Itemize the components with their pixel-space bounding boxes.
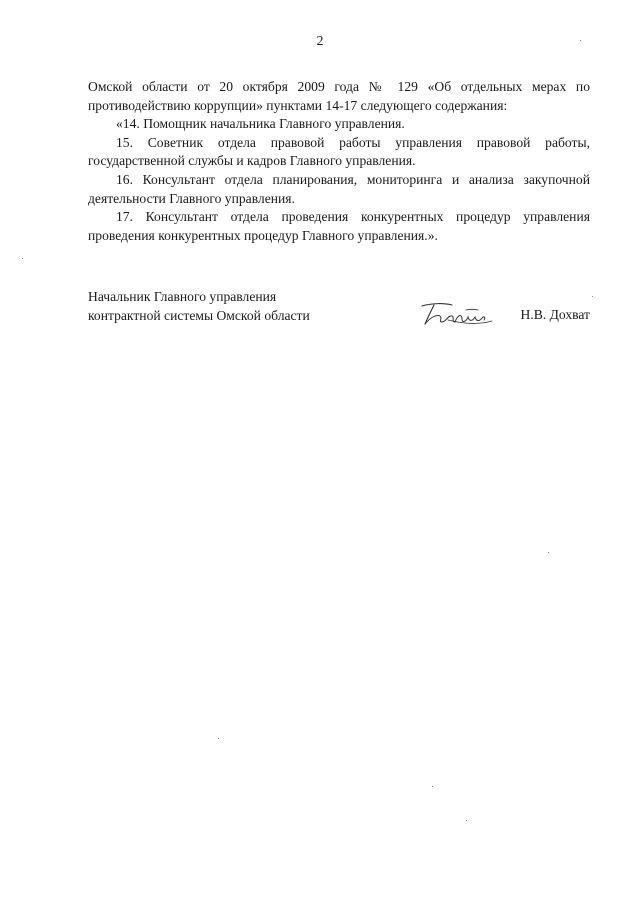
paragraph-intro: Омской области от 20 октября 2009 года № 129 «Об отдельных мерах по противодействию коррупции» пунктами 14-17 следующего содержания: (88, 79, 590, 113)
paragraph-item-16: 16. Консультант отдела планирования, мониторинга и анализа закупочной деятельности Главного управления. (88, 171, 590, 206)
scan-speck (466, 820, 467, 821)
scan-speck (592, 296, 593, 297)
scan-speck (22, 258, 23, 259)
scan-speck (548, 552, 549, 553)
signer-position (88, 288, 368, 325)
signer-name: Н.В. Дохват (520, 307, 590, 322)
handwritten-signature (418, 300, 494, 328)
paragraph-item-17: 17. Консультант отдела проведения конкурентных процедур управления проведения конкурентных процедур Главного управления.». (88, 209, 590, 243)
signature-block (88, 288, 590, 328)
paragraph-item-15: 15. Советник отдела правовой работы управления правовой работы, государственной службы и кадров Главного управления. (88, 134, 590, 169)
signer-position-line-1: Начальник Главного управления (88, 289, 277, 304)
paragraph-item-14: «14. Помощник начальника Главного управления. (116, 116, 405, 132)
signer-position-line-2: контрактной системы Омской области (88, 307, 310, 323)
scan-speck (218, 738, 219, 739)
scan-speck (432, 786, 433, 787)
scan-speck (580, 40, 581, 41)
page-number: 2 (316, 34, 324, 49)
document-body (88, 78, 590, 245)
